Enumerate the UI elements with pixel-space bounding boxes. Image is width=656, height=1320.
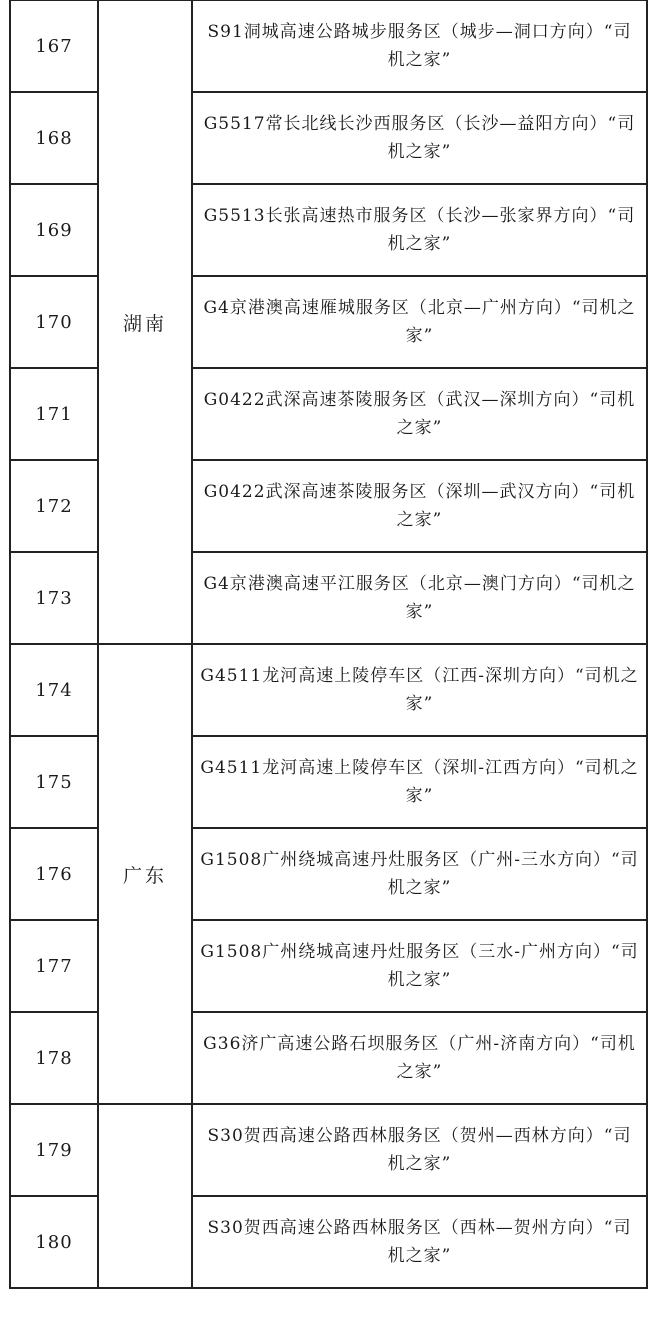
service-area-name: S30贺西高速公路西林服务区（西林—贺州方向）“司机之家” [192, 1196, 647, 1288]
province-cell: 湖南 [98, 0, 192, 644]
service-area-name: G4511龙河高速上陵停车区（深圳-江西方向）“司机之家” [192, 736, 647, 828]
table-row [10, 644, 647, 736]
service-area-name: G4京港澳高速雁城服务区（北京—广州方向）“司机之家” [192, 276, 647, 368]
service-area-table-wrapper [9, 0, 648, 1289]
service-area-name: G0422武深高速茶陵服务区（武汉—深圳方向）“司机之家” [192, 368, 647, 460]
row-number: 168 [10, 92, 98, 184]
table-row [10, 1104, 647, 1196]
row-number: 167 [10, 0, 98, 92]
row-number: 174 [10, 644, 98, 736]
row-number: 179 [10, 1104, 98, 1196]
service-area-name: G4511龙河高速上陵停车区（江西-深圳方向）“司机之家” [192, 644, 647, 736]
service-area-name: S30贺西高速公路西林服务区（贺州—西林方向）“司机之家” [192, 1104, 647, 1196]
row-number: 171 [10, 368, 98, 460]
service-area-name: G1508广州绕城高速丹灶服务区（广州-三水方向）“司机之家” [192, 828, 647, 920]
row-number: 180 [10, 1196, 98, 1288]
row-number: 178 [10, 1012, 98, 1104]
row-number: 172 [10, 460, 98, 552]
service-area-name: G4京港澳高速平江服务区（北京—澳门方向）“司机之家” [192, 552, 647, 644]
service-area-table [9, 0, 648, 1289]
row-number: 169 [10, 184, 98, 276]
table-row [10, 0, 647, 92]
row-number: 176 [10, 828, 98, 920]
row-number: 177 [10, 920, 98, 1012]
row-number: 170 [10, 276, 98, 368]
province-cell: 广东 [98, 644, 192, 1104]
service-area-name: G1508广州绕城高速丹灶服务区（三水-广州方向）“司机之家” [192, 920, 647, 1012]
service-area-name: S91洞城高速公路城步服务区（城步—洞口方向）“司机之家” [192, 0, 647, 92]
row-number: 175 [10, 736, 98, 828]
service-area-name: G36济广高速公路石坝服务区（广州-济南方向）“司机之家” [192, 1012, 647, 1104]
row-number: 173 [10, 552, 98, 644]
service-area-name: G5513长张高速热市服务区（长沙—张家界方向）“司机之家” [192, 184, 647, 276]
service-area-name: G5517常长北线长沙西服务区（长沙—益阳方向）“司机之家” [192, 92, 647, 184]
service-area-name: G0422武深高速茶陵服务区（深圳—武汉方向）“司机之家” [192, 460, 647, 552]
province-cell-continued [98, 1104, 192, 1288]
